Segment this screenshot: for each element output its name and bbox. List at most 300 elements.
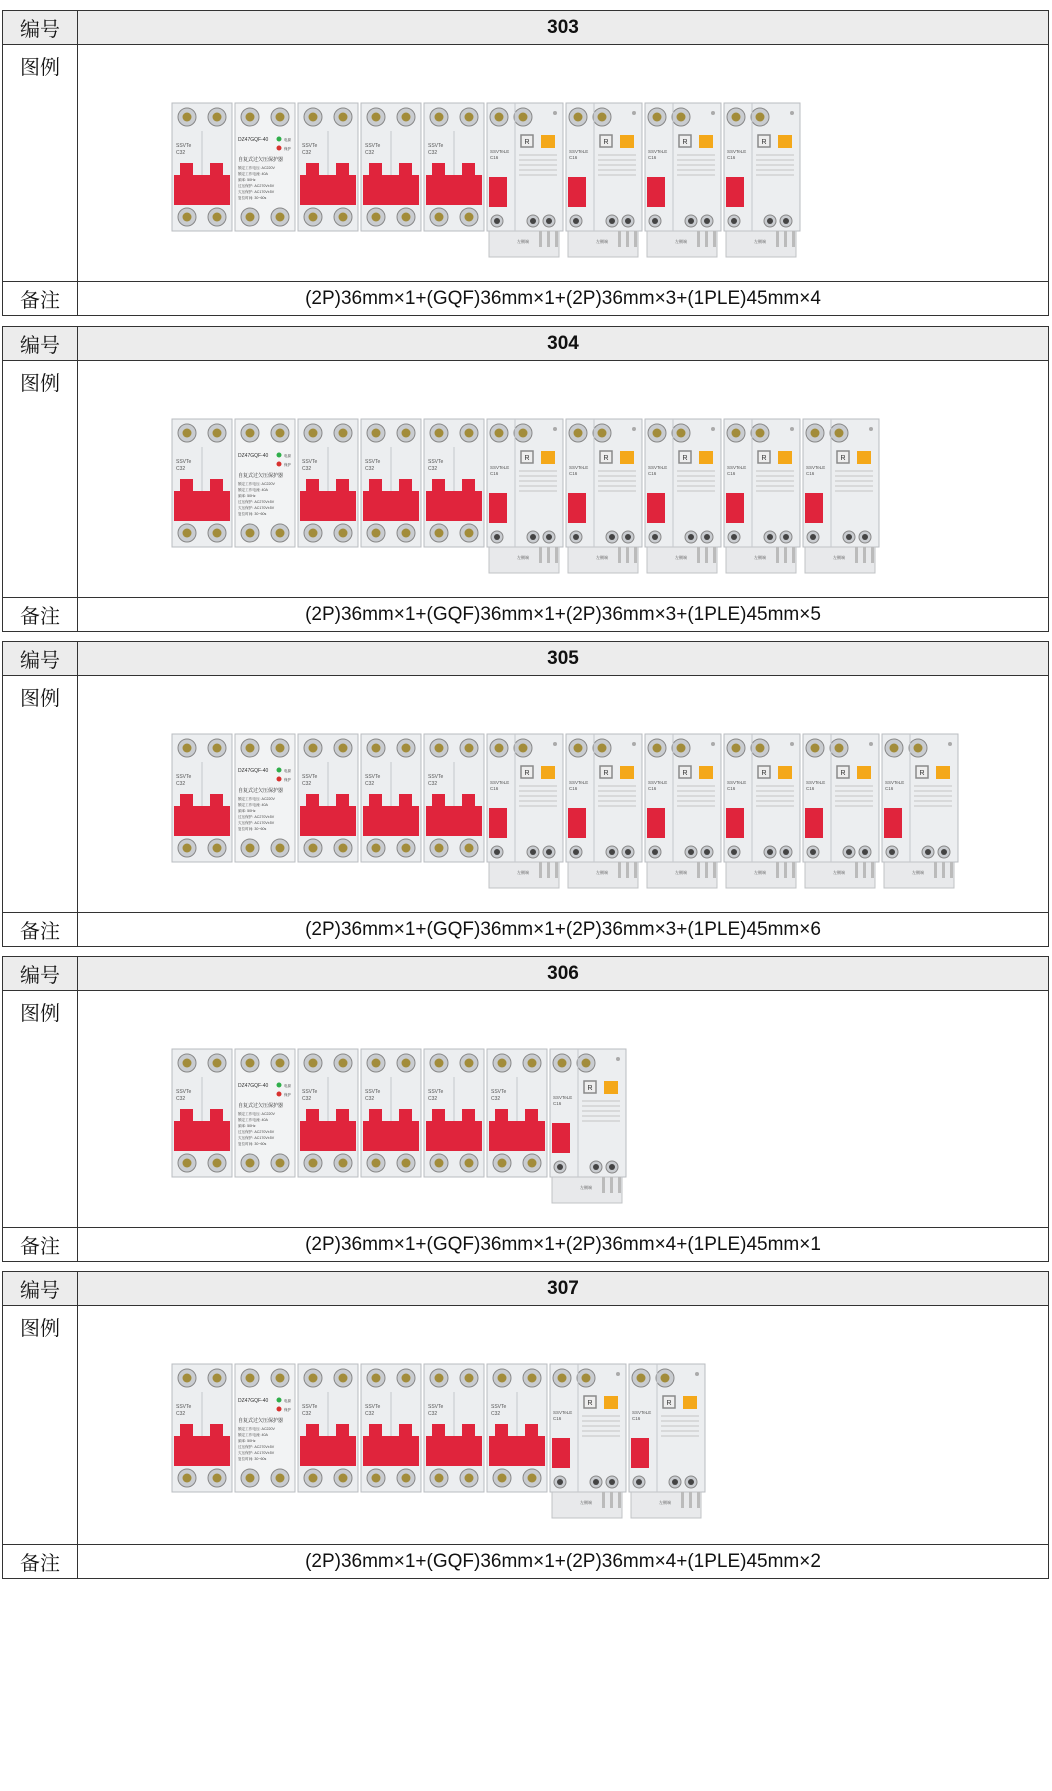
test-button-icon <box>541 766 555 779</box>
rcbo-bottom-text: 左侧端 <box>754 870 766 875</box>
gqf-spec-line: 额定工作电压: AC220V <box>238 482 275 486</box>
mcb-toggle-left <box>306 1109 319 1123</box>
legend-cell <box>78 45 1048 281</box>
rcbo-mark-icon <box>553 111 557 115</box>
rcbo-pin <box>697 1492 700 1508</box>
terminal-screw-core <box>246 1059 255 1068</box>
legend-label: 图例 <box>3 1306 78 1544</box>
rcbo-handle <box>568 493 586 523</box>
mcb-2p-module <box>172 734 232 862</box>
test-button-icon <box>683 1396 697 1409</box>
rcbo-rating-text: C16 <box>490 155 499 160</box>
mcb-brand-text: SSVTe <box>491 1089 507 1095</box>
gqf-protector-module <box>235 1364 295 1492</box>
rcbo-pin <box>942 862 945 878</box>
gqf-power-text: 电源 <box>284 138 291 142</box>
rcbo-handle <box>552 1123 570 1153</box>
terminal-screw-core <box>593 1164 599 1170</box>
rcbo-1ple-module <box>882 734 958 888</box>
mcb-2p-module <box>361 419 421 547</box>
rcbo-mark-icon <box>711 742 715 746</box>
rcbo-pin <box>681 1492 684 1508</box>
terminal-screw-core <box>402 1374 411 1383</box>
mcb-toggle-left <box>495 1424 508 1438</box>
mcb-toggle-right <box>210 1109 223 1123</box>
rcbo-brand-text: SSVTeLE <box>490 465 510 470</box>
mcb-handle <box>489 1436 545 1466</box>
terminal-screw-core <box>183 529 192 538</box>
rcbo-pin <box>602 1492 605 1508</box>
terminal-screw-core <box>339 113 348 122</box>
rcbo-reset-text: R <box>919 770 925 777</box>
rcbo-pin <box>547 862 550 878</box>
rcbo-mark-icon <box>790 742 794 746</box>
rcbo-handle <box>489 177 507 207</box>
terminal-screw-core <box>494 218 500 224</box>
terminal-screw-core <box>811 429 820 438</box>
terminal-screw-core <box>704 218 710 224</box>
rcbo-pin <box>776 547 779 563</box>
module-spec-note: (2P)36mm×1+(GQF)36mm×1+(2P)36mm×3+(1PLE)45mm×4 <box>305 287 821 309</box>
terminal-screw-core <box>276 844 285 853</box>
mcb-2p-module <box>424 103 484 231</box>
gqf-spec-line: 额定工作电压: AC220V <box>238 797 275 801</box>
terminal-screw-core <box>732 744 741 753</box>
rcbo-pin <box>784 547 787 563</box>
terminal-screw-core <box>652 218 658 224</box>
mcb-handle <box>426 806 482 836</box>
gqf-spec-line: 欠压保护: AC170V±5V <box>238 506 275 510</box>
mcb-toggle-left <box>369 163 382 177</box>
terminal-screw-core <box>213 1159 222 1168</box>
legend-row <box>3 361 1048 597</box>
test-button-icon <box>778 135 792 148</box>
module-spec-note: (2P)36mm×1+(GQF)36mm×1+(2P)36mm×4+(1PLE)45mm×1 <box>305 1233 821 1255</box>
rcbo-1ple-module <box>566 734 642 888</box>
terminal-screw-core <box>213 1374 222 1383</box>
terminal-screw-core <box>309 744 318 753</box>
rcbo-pin <box>784 231 787 247</box>
rcbo-brand-text: SSVTeLE <box>727 465 747 470</box>
gqf-spec-line: 额定工作电压: AC220V <box>238 1427 275 1431</box>
terminal-screw-core <box>677 113 686 122</box>
gqf-spec-line: 频率: 50Hz <box>238 809 256 813</box>
terminal-screw-core <box>530 534 536 540</box>
terminal-screw-core <box>546 218 552 224</box>
terminal-screw-core <box>704 534 710 540</box>
terminal-screw-core <box>465 844 474 853</box>
rcbo-mark-icon <box>869 427 873 431</box>
mcb-brand-text: SSVTe <box>428 459 444 465</box>
protect-led-icon <box>277 146 282 151</box>
gqf-power-text: 电源 <box>284 769 291 773</box>
gqf-protect-text: 保护 <box>284 1408 291 1412</box>
rcbo-rating-text: C16 <box>727 786 736 791</box>
terminal-screw-core <box>609 849 615 855</box>
terminal-screw-core <box>495 744 504 753</box>
gqf-spec-line: 欠压保护: AC170V±5V <box>238 1451 275 1455</box>
rcbo-pin <box>610 1492 613 1508</box>
rcbo-bottom-text: 左侧端 <box>912 870 924 875</box>
rcbo-1ple-module <box>487 103 563 257</box>
mcb-2p-module <box>298 1364 358 1492</box>
mcb-handle <box>300 491 356 521</box>
rcbo-mark-icon <box>790 427 794 431</box>
mcb-2p-module <box>298 734 358 862</box>
terminal-screw-core <box>276 1159 285 1168</box>
terminal-screw-core <box>688 218 694 224</box>
mcb-toggle-left <box>369 479 382 493</box>
terminal-screw-core <box>557 1479 563 1485</box>
rcbo-brand-text: SSVTeLE <box>806 780 826 785</box>
mcb-toggle-left <box>369 1424 382 1438</box>
mcb-2p-module <box>172 103 232 231</box>
gqf-title-text: 自复式过欠压保护器 <box>238 157 284 163</box>
terminal-screw-core <box>625 849 631 855</box>
rcbo-pin <box>871 547 874 563</box>
terminal-screw-core <box>494 534 500 540</box>
terminal-screw-core <box>688 534 694 540</box>
protect-led-icon <box>277 777 282 782</box>
mcb-brand-text: SSVTe <box>365 1089 381 1095</box>
legend-label: 图例 <box>3 991 78 1227</box>
mcb-brand-text: SSVTe <box>365 1404 381 1410</box>
mcb-toggle-left <box>180 479 193 493</box>
rcbo-pin <box>705 547 708 563</box>
rcbo-mark-icon <box>790 111 794 115</box>
test-button-icon <box>620 451 634 464</box>
rcbo-rating-text: C16 <box>806 471 815 476</box>
rcbo-reset-text: R <box>524 770 530 777</box>
terminal-screw-core <box>183 844 192 853</box>
terminal-screw-core <box>309 844 318 853</box>
power-led-icon <box>277 1083 282 1088</box>
terminal-screw-core <box>653 429 662 438</box>
mcb-toggle-left <box>306 479 319 493</box>
rcbo-reset-text: R <box>682 455 688 462</box>
terminal-screw-core <box>519 113 528 122</box>
terminal-screw-core <box>756 113 765 122</box>
test-button-icon <box>604 1081 618 1094</box>
terminal-screw-core <box>246 1374 255 1383</box>
rcbo-pin <box>871 862 874 878</box>
gqf-protector-module <box>235 103 295 231</box>
mcb-handle <box>174 1436 230 1466</box>
rcbo-pin <box>539 231 542 247</box>
terminal-screw-core <box>731 849 737 855</box>
rcbo-1ple-module <box>724 419 800 573</box>
power-led-icon <box>277 453 282 458</box>
terminal-screw-core <box>582 1374 591 1383</box>
terminal-screw-core <box>889 849 895 855</box>
mcb-toggle-left <box>432 1109 445 1123</box>
rcbo-pin <box>713 862 716 878</box>
mcb-brand-text: SSVTe <box>302 774 318 780</box>
gqf-spec-line: 复位时间: 30~60s <box>238 827 267 831</box>
rcbo-1ple-module <box>487 734 563 888</box>
terminal-screw-core <box>783 849 789 855</box>
terminal-screw-core <box>519 744 528 753</box>
terminal-screw-core <box>339 1374 348 1383</box>
gqf-spec-line: 额定工作电流: 40A <box>238 803 268 807</box>
terminal-screw-core <box>339 1474 348 1483</box>
test-button-icon <box>541 451 555 464</box>
gqf-spec-line: 过压保护: AC270V±5V <box>238 815 275 819</box>
terminal-screw-core <box>465 113 474 122</box>
terminal-screw-core <box>402 429 411 438</box>
rcbo-reset-text: R <box>603 139 609 146</box>
rcbo-pin <box>950 862 953 878</box>
terminal-screw-core <box>372 844 381 853</box>
terminal-screw-core <box>625 534 631 540</box>
terminal-screw-core <box>309 213 318 222</box>
rcbo-1ple-module <box>487 419 563 573</box>
legend-cell <box>78 676 1048 912</box>
mcb-2p-module <box>361 1049 421 1177</box>
rcbo-rating-text: C16 <box>727 155 736 160</box>
mcb-handle <box>174 806 230 836</box>
rcbo-pin <box>618 547 621 563</box>
rcbo-pin <box>776 231 779 247</box>
gqf-title-text: 自复式过欠压保护器 <box>238 473 284 479</box>
terminal-screw-core <box>846 849 852 855</box>
terminal-screw-core <box>941 849 947 855</box>
test-button-icon <box>604 1396 618 1409</box>
terminal-screw-core <box>339 529 348 538</box>
gqf-protector-module <box>235 1049 295 1177</box>
rcbo-bottom-text: 左侧端 <box>580 1185 592 1190</box>
note-row <box>3 281 1048 315</box>
terminal-screw-core <box>677 744 686 753</box>
rcbo-handle <box>568 177 586 207</box>
terminal-screw-core <box>183 213 192 222</box>
test-button-icon <box>699 766 713 779</box>
combination-section <box>2 326 1049 632</box>
terminal-screw-core <box>652 849 658 855</box>
rcbo-pin <box>555 547 558 563</box>
rcbo-pin <box>555 231 558 247</box>
terminal-screw-core <box>609 1164 615 1170</box>
terminal-screw-core <box>494 849 500 855</box>
terminal-screw-core <box>609 534 615 540</box>
rcbo-reset-text: R <box>761 770 767 777</box>
terminal-screw-core <box>339 1159 348 1168</box>
terminal-screw-core <box>498 1374 507 1383</box>
terminal-screw-core <box>465 429 474 438</box>
legend-row <box>3 991 1048 1227</box>
rcbo-pin <box>713 547 716 563</box>
terminal-screw-core <box>339 213 348 222</box>
gqf-spec-line: 过压保护: AC270V±5V <box>238 1130 275 1134</box>
mcb-handle <box>174 175 230 205</box>
rcbo-rating-text: C16 <box>553 1416 562 1421</box>
rcbo-pin <box>539 862 542 878</box>
rcbo-pin <box>618 231 621 247</box>
mcb-toggle-left <box>369 794 382 808</box>
terminal-screw-core <box>574 744 583 753</box>
gqf-spec-line: 额定工作电流: 40A <box>238 488 268 492</box>
terminal-screw-core <box>890 744 899 753</box>
terminal-screw-core <box>213 213 222 222</box>
rcbo-rating-text: C16 <box>569 786 578 791</box>
rcbo-handle <box>631 1438 649 1468</box>
legend-label: 图例 <box>3 676 78 912</box>
terminal-screw-core <box>465 213 474 222</box>
gqf-spec-line: 频率: 50Hz <box>238 1124 256 1128</box>
rcbo-reset-text: R <box>840 770 846 777</box>
terminal-screw-core <box>731 218 737 224</box>
terminal-screw-core <box>756 429 765 438</box>
mcb-2p-module <box>424 419 484 547</box>
rcbo-pin <box>626 862 629 878</box>
rcbo-rating-text: C16 <box>648 471 657 476</box>
mcb-toggle-right <box>399 163 412 177</box>
mcb-toggle-left <box>432 794 445 808</box>
terminal-screw-core <box>372 529 381 538</box>
rcbo-mark-icon <box>695 1372 699 1376</box>
terminal-screw-core <box>609 1479 615 1485</box>
gqf-power-text: 电源 <box>284 454 291 458</box>
terminal-screw-core <box>435 1059 444 1068</box>
rcbo-reset-text: R <box>682 139 688 146</box>
terminal-screw-core <box>309 429 318 438</box>
mcb-brand-text: SSVTe <box>176 459 192 465</box>
terminal-screw-core <box>246 429 255 438</box>
terminal-screw-core <box>688 1479 694 1485</box>
terminal-screw-core <box>810 849 816 855</box>
rcbo-pin <box>697 862 700 878</box>
rcbo-brand-text: SSVTeLE <box>553 1410 573 1415</box>
mcb-toggle-right <box>336 163 349 177</box>
terminal-screw-core <box>862 534 868 540</box>
rcbo-pin <box>697 547 700 563</box>
rcbo-pin <box>705 862 708 878</box>
mcb-brand-text: SSVTe <box>365 143 381 149</box>
mcb-2p-module <box>172 419 232 547</box>
terminal-screw-core <box>246 844 255 853</box>
mcb-toggle-right <box>210 1424 223 1438</box>
legend-label: 图例 <box>3 45 78 281</box>
terminal-screw-core <box>183 1474 192 1483</box>
terminal-screw-core <box>653 744 662 753</box>
mcb-rating-text: C32 <box>365 466 375 472</box>
terminal-screw-core <box>573 218 579 224</box>
rcbo-pin <box>855 547 858 563</box>
mcb-toggle-right <box>462 1109 475 1123</box>
gqf-protect-text: 保护 <box>284 147 291 151</box>
terminal-screw-core <box>557 1164 563 1170</box>
terminal-screw-core <box>246 113 255 122</box>
note-row <box>3 912 1048 946</box>
module-strip-image <box>170 1354 716 1529</box>
rcbo-reset-text: R <box>761 139 767 146</box>
terminal-screw-core <box>835 429 844 438</box>
rcbo-handle <box>726 493 744 523</box>
gqf-spec-line: 过压保护: AC270V±5V <box>238 184 275 188</box>
rcbo-reset-text: R <box>603 770 609 777</box>
rcbo-mark-icon <box>632 742 636 746</box>
section-header-row <box>3 642 1048 676</box>
rcbo-handle <box>726 177 744 207</box>
rcbo-handle <box>647 808 665 838</box>
mcb-toggle-left <box>432 1424 445 1438</box>
rcbo-1ple-module <box>566 103 642 257</box>
terminal-screw-core <box>498 1474 507 1483</box>
rcbo-reset-text: R <box>587 1085 593 1092</box>
rcbo-pin <box>618 1177 621 1193</box>
rcbo-handle <box>805 808 823 838</box>
terminal-screw-core <box>528 1474 537 1483</box>
terminal-screw-core <box>767 534 773 540</box>
module-strip-image <box>170 1039 637 1214</box>
mcb-toggle-right <box>210 479 223 493</box>
terminal-screw-core <box>372 429 381 438</box>
gqf-spec-line: 欠压保护: AC170V±5V <box>238 190 275 194</box>
terminal-screw-core <box>636 1479 642 1485</box>
terminal-screw-core <box>465 1374 474 1383</box>
terminal-screw-core <box>402 744 411 753</box>
terminal-screw-core <box>276 744 285 753</box>
rcbo-reset-text: R <box>761 455 767 462</box>
rcbo-rating-text: C16 <box>885 786 894 791</box>
terminal-screw-core <box>372 1059 381 1068</box>
mcb-rating-text: C32 <box>302 466 312 472</box>
gqf-spec-line: 欠压保护: AC170V±5V <box>238 821 275 825</box>
terminal-screw-core <box>653 113 662 122</box>
rcbo-pin <box>547 231 550 247</box>
rcbo-handle <box>489 493 507 523</box>
legend-cell <box>78 991 1048 1227</box>
terminal-screw-core <box>435 529 444 538</box>
rcbo-bottom-text: 左侧端 <box>517 239 529 244</box>
terminal-screw-core <box>276 213 285 222</box>
terminal-screw-core <box>339 744 348 753</box>
mcb-toggle-right <box>336 1109 349 1123</box>
legend-label: 图例 <box>3 361 78 597</box>
mcb-toggle-right <box>336 479 349 493</box>
gqf-power-text: 电源 <box>284 1399 291 1403</box>
terminal-screw-core <box>756 744 765 753</box>
gqf-spec-line: 复位时间: 30~60s <box>238 1142 267 1146</box>
terminal-screw-core <box>598 744 607 753</box>
terminal-screw-core <box>767 849 773 855</box>
rcbo-1ple-module <box>566 419 642 573</box>
terminal-screw-core <box>435 429 444 438</box>
terminal-screw-core <box>435 744 444 753</box>
mcb-brand-text: SSVTe <box>176 143 192 149</box>
rcbo-bottom-text: 左侧端 <box>675 555 687 560</box>
rcbo-handle <box>489 808 507 838</box>
mcb-2p-module <box>298 103 358 231</box>
rcbo-1ple-module <box>645 419 721 573</box>
terminal-screw-core <box>372 113 381 122</box>
rcbo-pin <box>784 862 787 878</box>
mcb-handle <box>300 806 356 836</box>
note-row <box>3 1227 1048 1261</box>
mcb-2p-module <box>361 734 421 862</box>
gqf-protector-module <box>235 419 295 547</box>
rcbo-rating-text: C16 <box>490 786 499 791</box>
mcb-2p-module <box>424 1364 484 1492</box>
legend-cell <box>78 1306 1048 1544</box>
terminal-screw-core <box>835 744 844 753</box>
rcbo-rating-text: C16 <box>648 786 657 791</box>
terminal-screw-core <box>183 113 192 122</box>
terminal-screw-core <box>582 1059 591 1068</box>
rcbo-rating-text: C16 <box>490 471 499 476</box>
rcbo-1ple-module <box>645 734 721 888</box>
note-row <box>3 1544 1048 1578</box>
